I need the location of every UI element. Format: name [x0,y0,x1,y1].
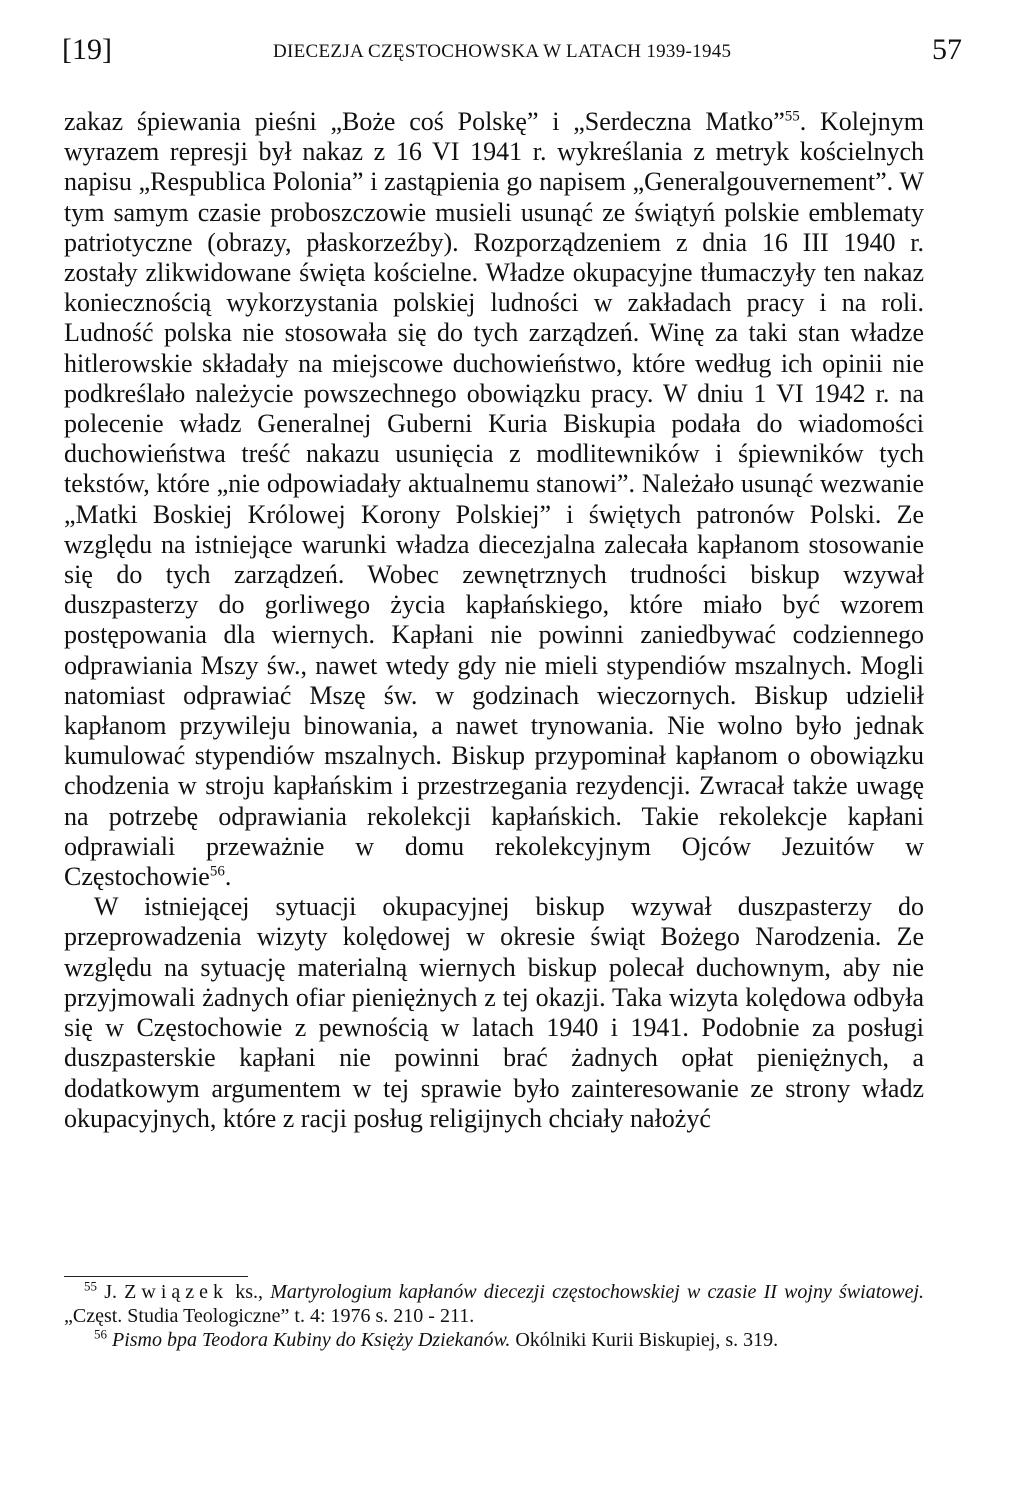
main-text [64,107,924,1134]
footnote-title: Pismo bpa Teodora Kubiny do Księży Dziekanów. [112,1329,511,1351]
footnote-author-surname: Związek [124,1281,229,1303]
page-marker: [19] [62,33,112,66]
footnote-source: Okólniki Kurii Biskupiej, s. 319. [515,1329,779,1351]
page-number: 57 [932,33,962,66]
footnote-author-suffix: ks., [235,1281,264,1303]
paragraph-1-start: zakaz śpiewania pieśni „Boże coś Polskę” i „Serdeczna Matko” [64,107,785,136]
footnote-number: 55 [84,1278,97,1294]
running-head: DIECEZJA CZĘSTOCHOWSKA W LATACH 1939-1945 [273,41,732,62]
footnote-ref-55: 55 [784,108,800,125]
footnote-number: 56 [94,1326,107,1342]
paragraph-1 [64,107,924,892]
footnote-source: „Częst. Studia Teologiczne” t. 4: 1976 s. 210 - 211. [64,1305,475,1327]
footnote-title: Martyrologium kapłanów diecezji częstochowskiej w czasie II wojny światowej. [270,1281,925,1303]
paragraph-1-body: . Kolejnym wyrazem represji był nakaz z 16 VI 1941 r. wykreślania z metryk kościelnych napisu „Respublica Polonia” i zastąpienia go napisem „Generalgouvernement”. W tym samym czasie proboszczowie musieli usunąć ze świątyń polskie emblematy patriotyczne (obrazy, płaskorzeźby). Rozporządzeniem z dnia 16 III 1940 r. zostały zlikwidowane święta kościelne. Władze okupacyjne tłumaczyły ten nakaz koniecznością wykorzystania polskiej ludności w zakładach pracy i na roli. Ludność polska nie stosowała się do tych zarządzeń. Winę za taki stan władze hitlerowskie składały na miejscowe duchowieństwo, które według ich opinii nie podkreślało należycie powszechnego obowiązku pracy. W dniu 1 VI 1942 r. na polecenie władz Generalnej Guberni Kuria Biskupia podała do wiadomości duchowieństwa treść nakazu usunięcia z modlitewników i śpiewników tych tekstów, które „nie odpowiadały aktualnemu stanowi”. Należało usunąć wezwanie „Matki Boskiej Królowej Korony Polskiej” i świętych patronów Polski. Ze względu na istniejące warunki władza diecezjalna zalecała kapłanom stosowanie się do tych zarządzeń. Wobec zewnętrznych trudności biskup wzywał duszpasterzy do gorliwego życia kapłańskiego, które miało być wzorem postępowania dla wiernych. Kapłani nie powinni zaniedbywać codziennego odprawiania Mszy św., nawet wtedy gdy nie mieli stypendiów mszalnych. Mogli natomiast odprawiać Mszę św. w godzinach wieczornych. Biskup udzielił kapłanom przywileju binowania, a nawet trynowania. Nie wolno było jednak kumulować stypendiów mszalnych. Biskup przypominał kapłanom o obowiązku chodzenia w stroju kapłańskim i przestrzegania rezydencji. Zwracał także uwagę na potrzebę odprawiania rekolekcji kapłańskich. Takie rekolekcje kapłani odprawiali przeważnie w domu rekolekcyjnym Ojców Jezuitów w Częstochowie [64,107,924,892]
footnote-author-initial: J. [104,1281,117,1303]
page-header [62,30,962,70]
footnotes [64,1280,924,1352]
paragraph-1-end: . [224,862,232,892]
footnote-ref-56: 56 [209,863,225,880]
footnote-55 [64,1280,924,1328]
footnote-divider [64,1276,248,1277]
footnote-56 [64,1328,924,1352]
paragraph-2: W istniejącej sytuacji okupacyjnej biskup wzywał duszpasterzy do przeprowadzenia wizyty kolędowej w okresie świąt Bożego Narodzenia. Ze względu na sytuację materialną wiernych biskup polecał duchownym, aby nie przyjmowali żadnych ofiar pieniężnych z tej okazji. Taka wizyta kolędowa odbyła się w Częstochowie z pewnością w latach 1940 i 1941. Podobnie za posługi duszpasterskie kapłani nie powinni brać żadnych opłat pieniężnych, a dodatkowym argumentem w tej sprawie było zainteresowanie ze strony władz okupacyjnych, które z racji posług religijnych chciały nałożyć [64,892,924,1133]
